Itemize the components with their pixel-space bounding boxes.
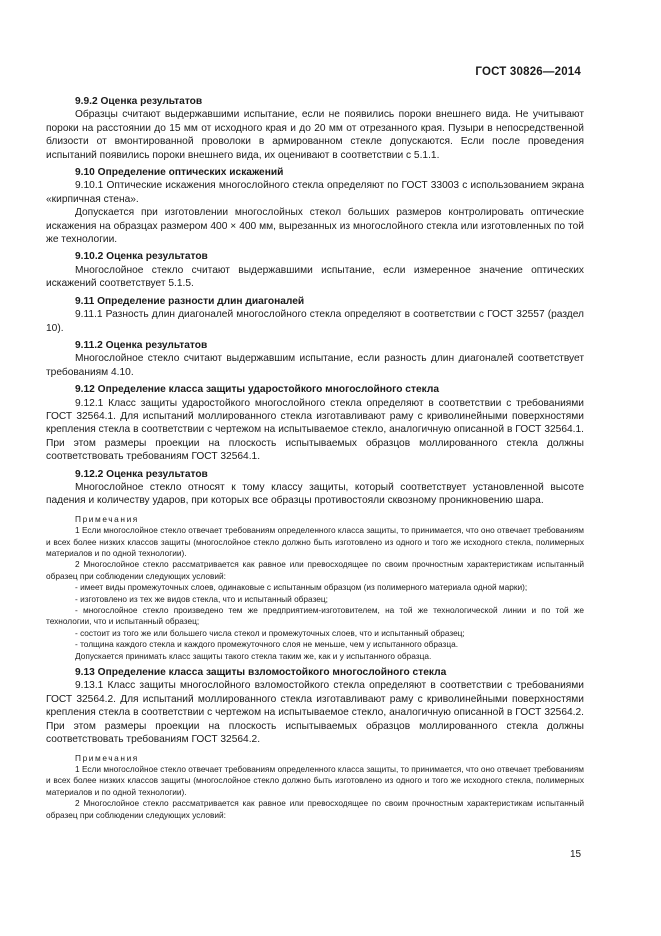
note-item: Допускается принимать класс защиты такого стекла таким же, как и у испытанного образца. bbox=[75, 650, 432, 661]
document-body bbox=[46, 95, 584, 821]
section-heading: 9.10 Определение оптических искажений bbox=[75, 167, 284, 179]
note-item: 2 Многослойное стекло рассматривается как равное или превосходящее по своим прочностным характеристикам испытанный образец при соблюдении следующих условий: bbox=[46, 559, 584, 581]
notes-title: Примечания bbox=[75, 513, 139, 524]
note-item: - толщина каждого стекла и каждого промежуточного слоя не меньше, чем у испытанного образца. bbox=[75, 639, 459, 650]
section-heading: 9.13 Определение класса защиты взломостойкого многослойного стекла bbox=[75, 667, 447, 679]
section-heading: 9.10.2 Оценка результатов bbox=[75, 251, 208, 263]
note-item: 1 Если многослойное стекло отвечает требованиям определенного класса защиты, то принимается, что оно отвечает требованиям и всех более низких классов защиты (многослойное стекло должно быть изготовлено из одного и того же исходного стекла, полимерных материалов и по одной технологии). bbox=[46, 763, 584, 797]
paragraph: 9.12.1 Класс защиты ударостойкого многослойного стекла определяют в соответствии с требованиями ГОСТ 32564.1. Для испытаний моллированного стекла изготавливают раму с криволинейными поверхностями крепления стекла в соответствии с чертежом на испытываемое стекло, аналогичную описанной в ГОСТ 32564.1. При этом размеры проекции на плоскость испытываемых образцов моллированного стекла должны соответствовать требованиям ГОСТ 32564.1. bbox=[46, 397, 584, 463]
page-number: 15 bbox=[570, 849, 582, 860]
section-heading: 9.12.2 Оценка результатов bbox=[75, 468, 208, 480]
paragraph: 9.11.1 Разность длин диагоналей многослойного стекла определяют в соответствии с ГОСТ 32557 (раздел 10). bbox=[46, 309, 584, 334]
paragraph: Образцы считают выдержавшими испытание, если не появились пороки внешнего вида. Не учитывают пороки на расстоянии до 15 мм от исходного края и до 20 мм от отрезанного края. Пузыри в непосредственной близости от вмонтированной проволоки в армированном стекле допускаются. Если после проведения испытаний появились пороки внешнего вида, их оценивают в соответствии с 5.1.1. bbox=[46, 109, 584, 161]
paragraph: Допускается при изготовлении многослойных стекол больших размеров контролировать оптические искажения на образцах размером 400 × 400 мм, вырезанных из многослойного стекла или изготовленных по той же технологии. bbox=[46, 207, 584, 246]
document-header: ГОСТ 30826—2014 bbox=[475, 66, 581, 78]
note-item: 1 Если многослойное стекло отвечает требованиям определенного класса защиты, то принимается, что оно отвечает требованиям и всех более низких классов защиты (многослойное стекло должно быть изготовлено из одного и того же исходного стекла, полимерных материалов и по одной технологии). bbox=[46, 525, 584, 558]
paragraph: Многослойное стекло считают выдержавшими испытание, если измеренное значение оптических искажений соответствует 5.1.5. bbox=[46, 264, 584, 290]
paragraph: Многослойное стекло относят к тому классу защиты, который соответствует установленной высоте падения и количеству ударов, при которых все образцы противостояли сквозному проникновению шара. bbox=[46, 481, 584, 507]
note-item: - многослойное стекло произведено тем же предприятием-изготовителем, на той же технологической линии и по той же технологии, что и испытанный образец; bbox=[46, 605, 584, 627]
paragraph: 9.13.1 Класс защиты многослойного взломостойкого стекла определяют в соответствии с требованиями ГОСТ 32564.2. Для испытаний моллированного стекла изготавливают раму с криволинейными поверхностями крепления стекла в соответствии с чертежом на испытываемое стекло, аналогичную описанной в ГОСТ 32564.2. При этом размеры проекции на плоскость испытываемых образцов моллированного стекла должны соответствовать требованиям ГОСТ 32564.2. bbox=[46, 680, 584, 746]
notes-title: Примечания bbox=[75, 752, 139, 763]
section-heading: 9.12 Определение класса защиты ударостойкого многослойного стекла bbox=[75, 384, 439, 396]
note-item: 2 Многослойное стекло рассматривается как равное или превосходящее по своим прочностным характеристикам испытанный образец при соблюдении следующих условий: bbox=[46, 798, 584, 820]
paragraph: Многослойное стекло считают выдержавшим испытание, если разность длин диагоналей соответствует требованиям 4.10. bbox=[46, 353, 584, 378]
paragraph: 9.10.1 Оптические искажения многослойного стекла определяют по ГОСТ 33003 с использованием экрана «кирпичная стена». bbox=[46, 180, 584, 205]
note-item: - состоит из того же или большего числа стекол и промежуточных слоев, что и испытанный образец; bbox=[75, 627, 465, 638]
note-item: - имеет виды промежуточных слоев, одинаковые с испытанным образцом (из полимерного материала одной марки); bbox=[75, 582, 528, 593]
section-heading: 9.9.2 Оценка результатов bbox=[75, 96, 203, 107]
section-heading: 9.11.2 Оценка результатов bbox=[75, 339, 208, 351]
note-item: - изготовлено из тех же видов стекла, что и испытанный образец; bbox=[75, 593, 328, 604]
section-heading: 9.11 Определение разности длин диагоналей bbox=[75, 295, 305, 307]
